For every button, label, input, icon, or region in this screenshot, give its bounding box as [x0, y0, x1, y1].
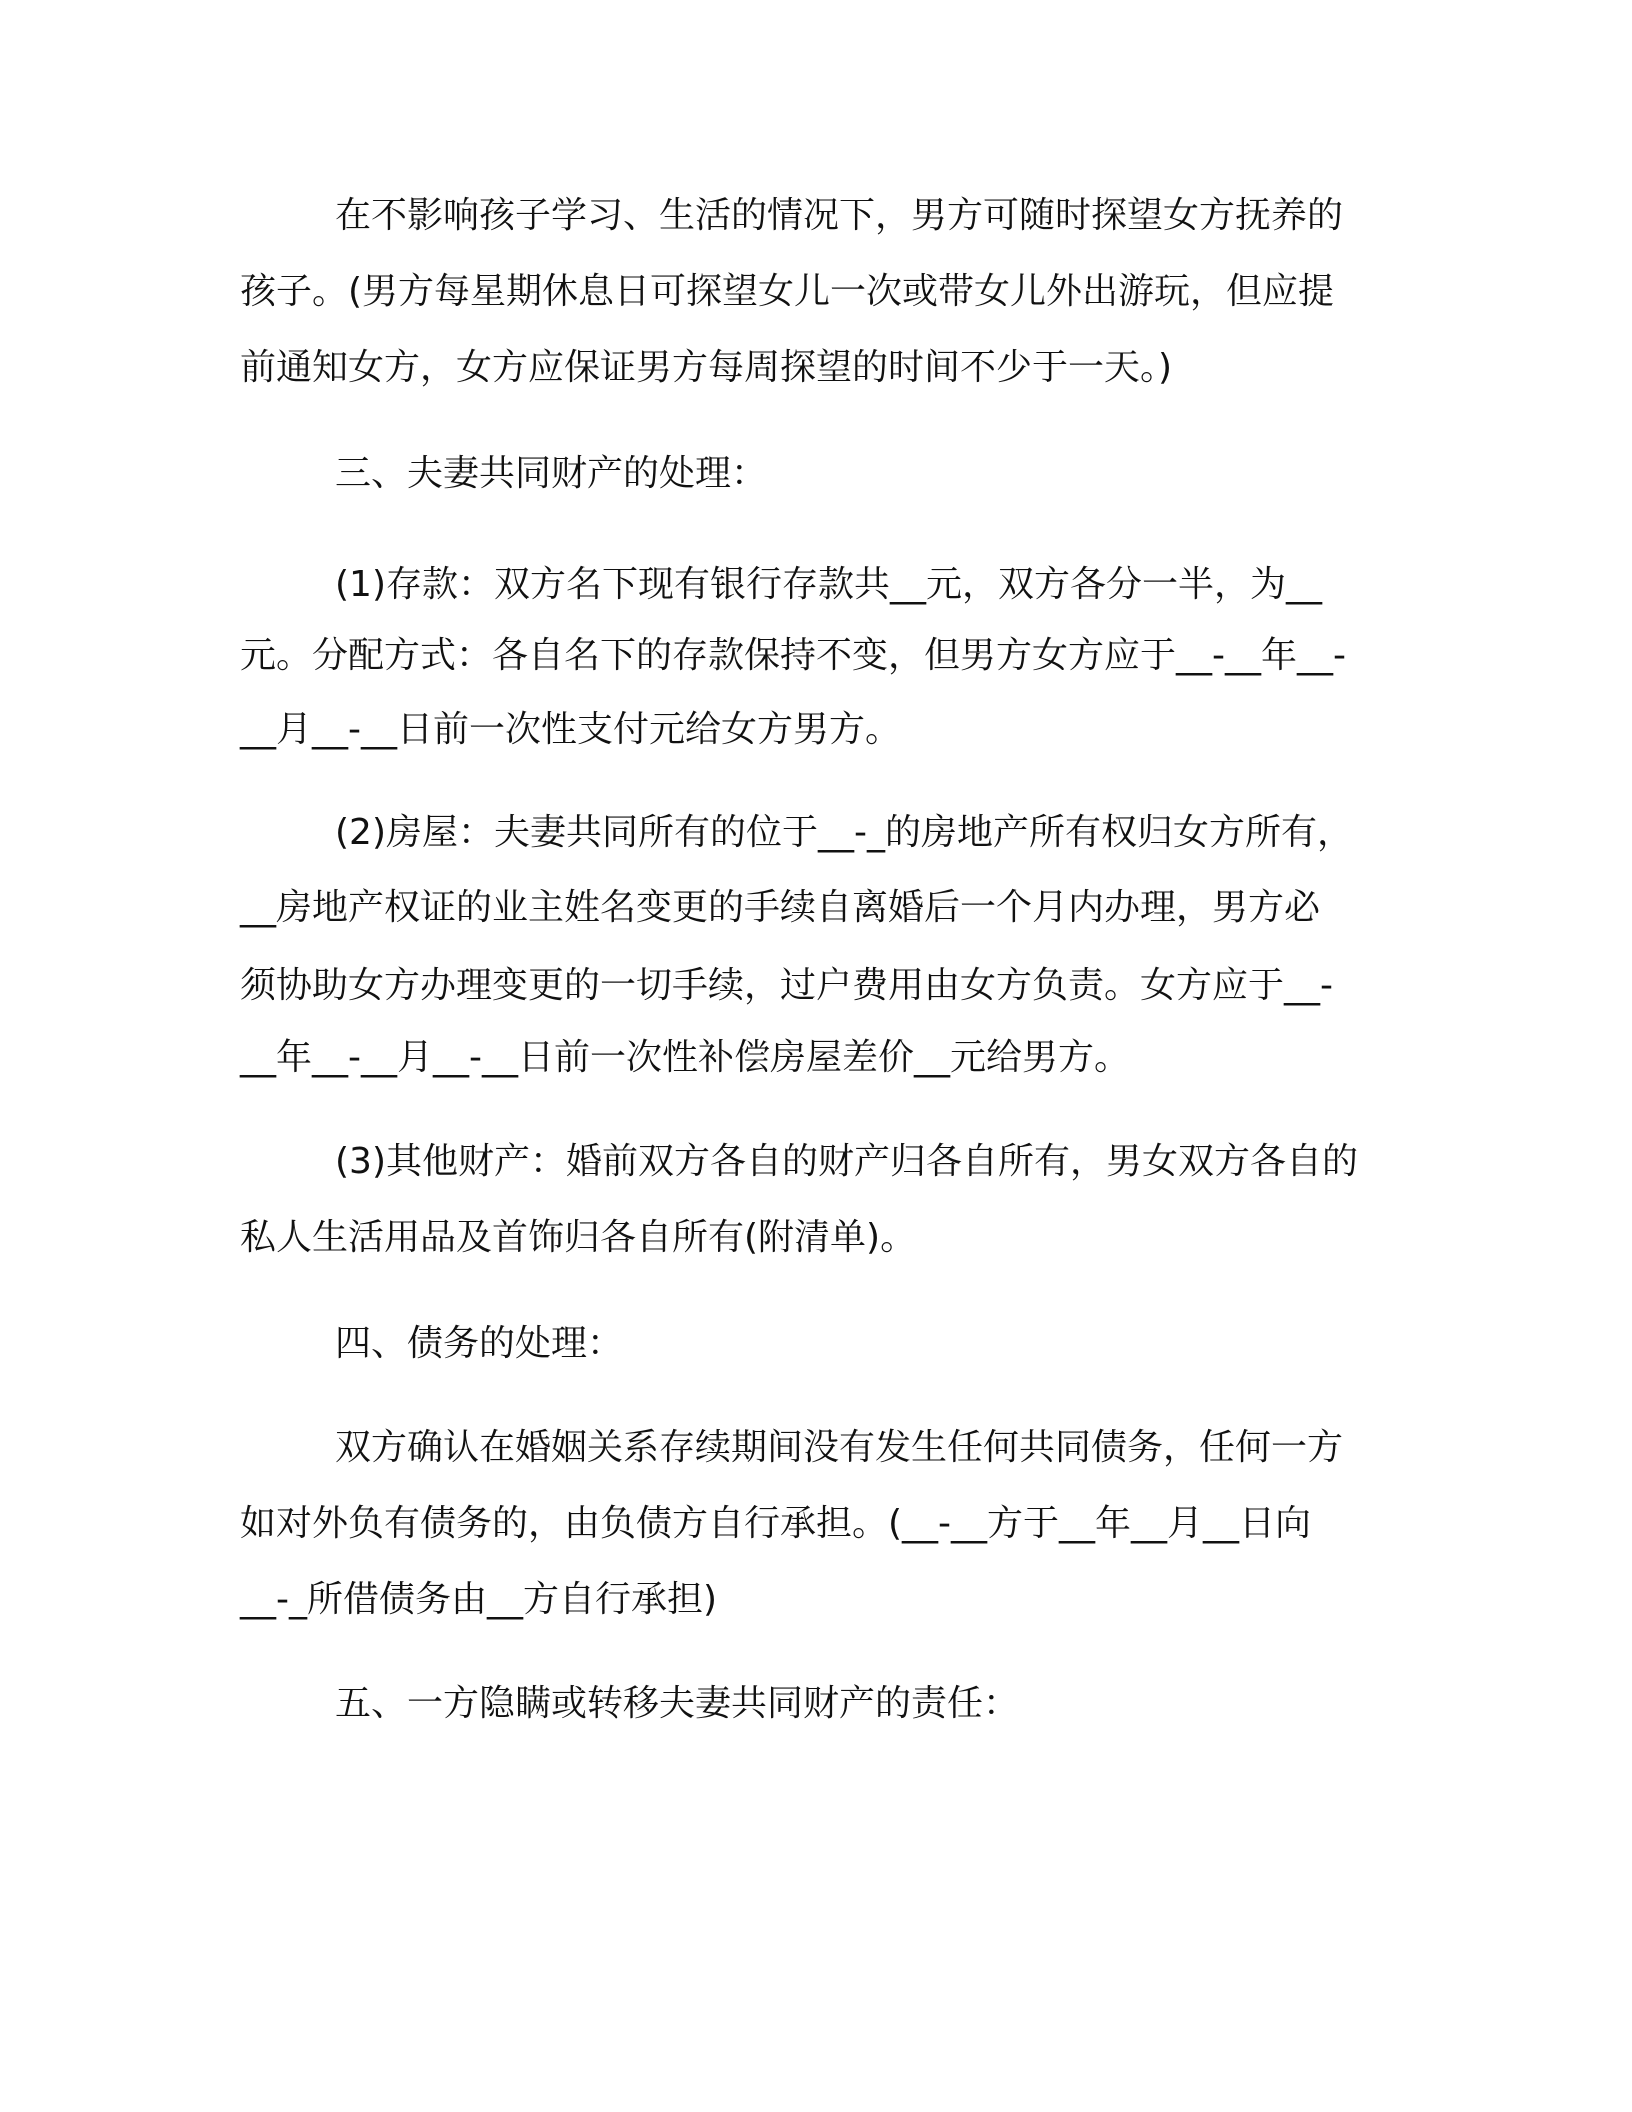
text-line: 须协助女方办理变更的一切手续，过户费用由女方负责。女方应于__-: [240, 965, 1333, 1006]
text-line: __房地产权证的业主姓名变更的手续自离婚后一个月内办理，男方必: [240, 887, 1321, 928]
text-line: (1)存款：双方名下现有银行存款共__元，双方各分一半，为__: [335, 564, 1322, 605]
text-line: (2)房屋：夫妻共同所有的位于__-_的房地产所有权归女方所有，: [335, 812, 1353, 853]
text-line: __年__-__月__-__日前一次性补偿房屋差价__元给男方。: [240, 1037, 1130, 1078]
text-line: 在不影响孩子学习、生活的情况下，男方可随时探望女方抚养的: [335, 195, 1344, 236]
section-heading: 三、夫妻共同财产的处理：: [335, 453, 768, 494]
section-heading: 五、一方隐瞒或转移夫妻共同财产的责任：: [335, 1683, 1020, 1724]
text-line: __-_所借债务由__方自行承担): [240, 1579, 718, 1620]
text-line: (3)其他财产：婚前双方各自的财产归各自所有，男女双方各自的: [335, 1141, 1358, 1182]
text-line: __月__-__日前一次性支付元给女方男方。: [240, 709, 901, 750]
text-line: 双方确认在婚姻关系存续期间没有发生任何共同债务，任何一方: [335, 1427, 1344, 1468]
text-line: 私人生活用品及首饰归各自所有(附清单)。: [240, 1217, 917, 1258]
text-line: 前通知女方，女方应保证男方每周探望的时间不少于一天。): [240, 347, 1173, 388]
section-heading: 四、债务的处理：: [335, 1323, 624, 1364]
text-line: 孩子。(男方每星期休息日可探望女儿一次或带女儿外出游玩，但应提: [240, 271, 1335, 312]
text-line: 元。分配方式：各自名下的存款保持不变，但男方女方应于__-__年__-: [240, 635, 1346, 676]
text-line: 如对外负有债务的，由负债方自行承担。(__-__方于__年__月__日向: [240, 1503, 1312, 1544]
